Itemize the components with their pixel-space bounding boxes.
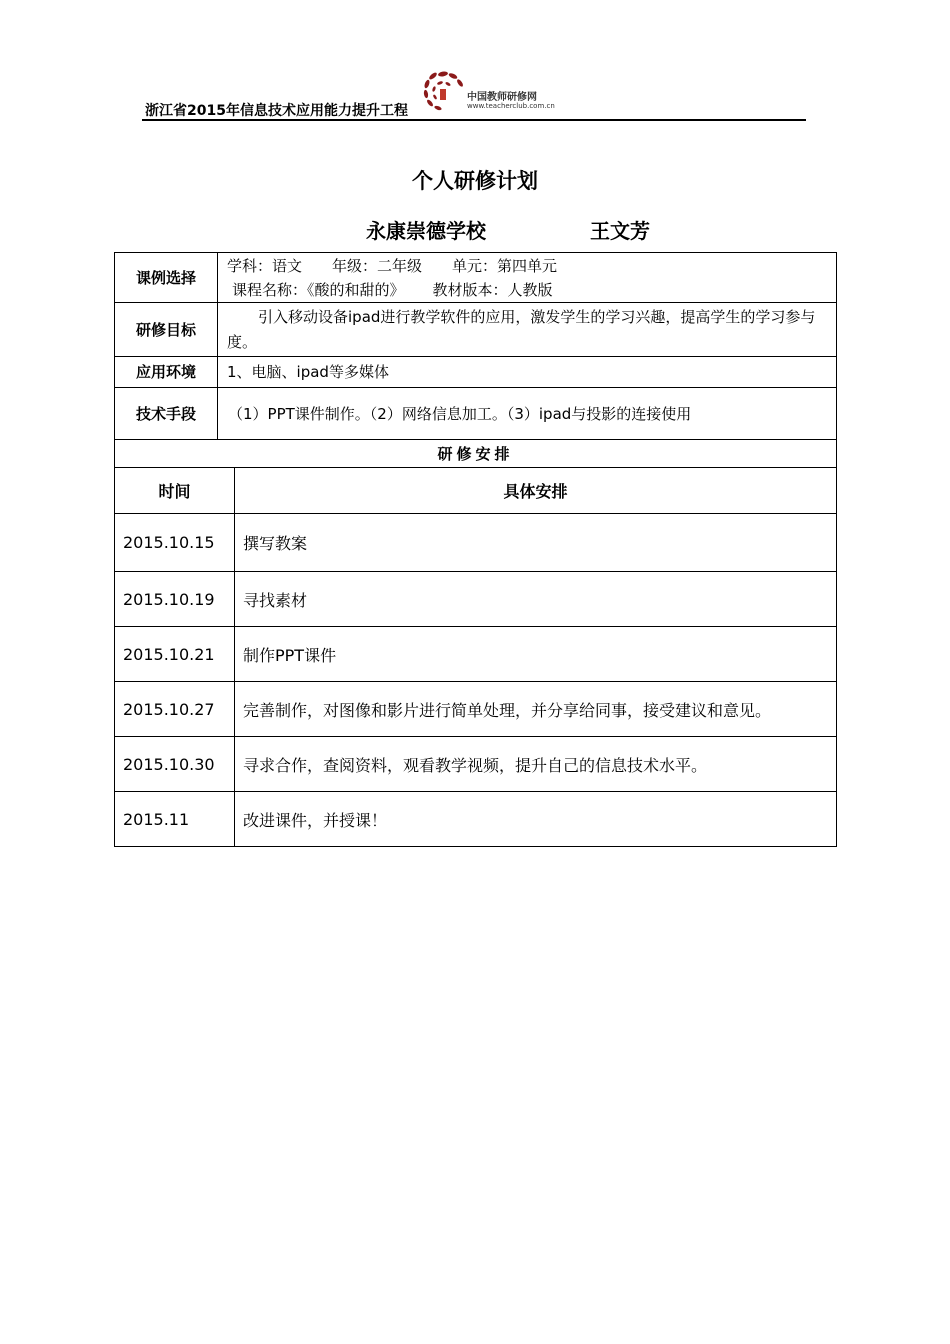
logo <box>420 68 560 116</box>
plan-column-header: 具体安排 <box>235 468 837 514</box>
plan-cell: 寻找素材 <box>235 572 837 627</box>
course-line-2 <box>227 278 827 302</box>
section-title: 研修安排 <box>115 440 837 468</box>
environment-row <box>115 357 837 388</box>
table-row <box>115 737 837 792</box>
unit-value: 单元：第四单元 <box>452 256 558 275</box>
plan-cell: 改进课件，并授课！ <box>235 792 837 847</box>
program-title: 浙江省2015年信息技术应用能力提升工程 <box>145 103 408 119</box>
grade-value: 年级：二年级 <box>332 256 423 275</box>
course-details <box>218 253 837 303</box>
header-rule <box>142 119 806 121</box>
techniques-label: 技术手段 <box>115 388 218 440</box>
date-cell: 2015.10.19 <box>115 572 235 627</box>
course-row <box>115 253 837 303</box>
plan-cell: 寻求合作，查阅资料，观看教学视频，提升自己的信息技术水平。 <box>235 737 837 792</box>
environment-text: 1、电脑、ipad等多媒体 <box>218 357 837 388</box>
date-cell: 2015.10.27 <box>115 682 235 737</box>
author-name: 王文芳 <box>590 219 650 243</box>
goal-row <box>115 303 837 357</box>
table-row <box>115 627 837 682</box>
subject-value: 学科：语文 <box>227 256 303 275</box>
techniques-row <box>115 388 837 440</box>
schedule-header-row <box>115 468 837 514</box>
date-cell: 2015.11 <box>115 792 235 847</box>
course-line-1 <box>227 254 827 278</box>
plan-cell: 完善制作，对图像和影片进行简单处理，并分享给同事，接受建议和意见。 <box>235 682 837 737</box>
time-column-header: 时间 <box>115 468 235 514</box>
table-row <box>115 792 837 847</box>
edition-value: 教材版本：人教版 <box>432 280 553 299</box>
plan-cell: 制作PPT课件 <box>235 627 837 682</box>
goal-text: 引入移动设备ipad进行教学软件的应用，激发学生的学习兴趣，提高学生的学习参与度。 <box>218 303 837 357</box>
techniques-text: （1）PPT课件制作。（2）网络信息加工。（3）ipad与投影的连接使用 <box>218 388 837 440</box>
section-row <box>115 440 837 468</box>
lesson-value: 课程名称：《酸的和甜的》 <box>232 280 405 299</box>
environment-label: 应用环境 <box>115 357 218 388</box>
plan-cell: 撰写教案 <box>235 514 837 572</box>
page-title: 个人研修计划 <box>412 169 538 193</box>
logo-url: www.teacherclub.com.cn <box>467 102 555 110</box>
table-row <box>115 514 837 572</box>
date-cell: 2015.10.15 <box>115 514 235 572</box>
spiral-logo-icon <box>420 68 466 114</box>
logo-name: 中国教师研修网 <box>467 92 537 103</box>
date-cell: 2015.10.30 <box>115 737 235 792</box>
date-cell: 2015.10.21 <box>115 627 235 682</box>
goal-label: 研修目标 <box>115 303 218 357</box>
schedule-table <box>114 467 837 847</box>
course-label: 课例选择 <box>115 253 218 303</box>
plan-info-table <box>114 252 837 468</box>
school-name: 永康崇德学校 <box>366 219 486 243</box>
table-row <box>115 682 837 737</box>
table-row <box>115 572 837 627</box>
